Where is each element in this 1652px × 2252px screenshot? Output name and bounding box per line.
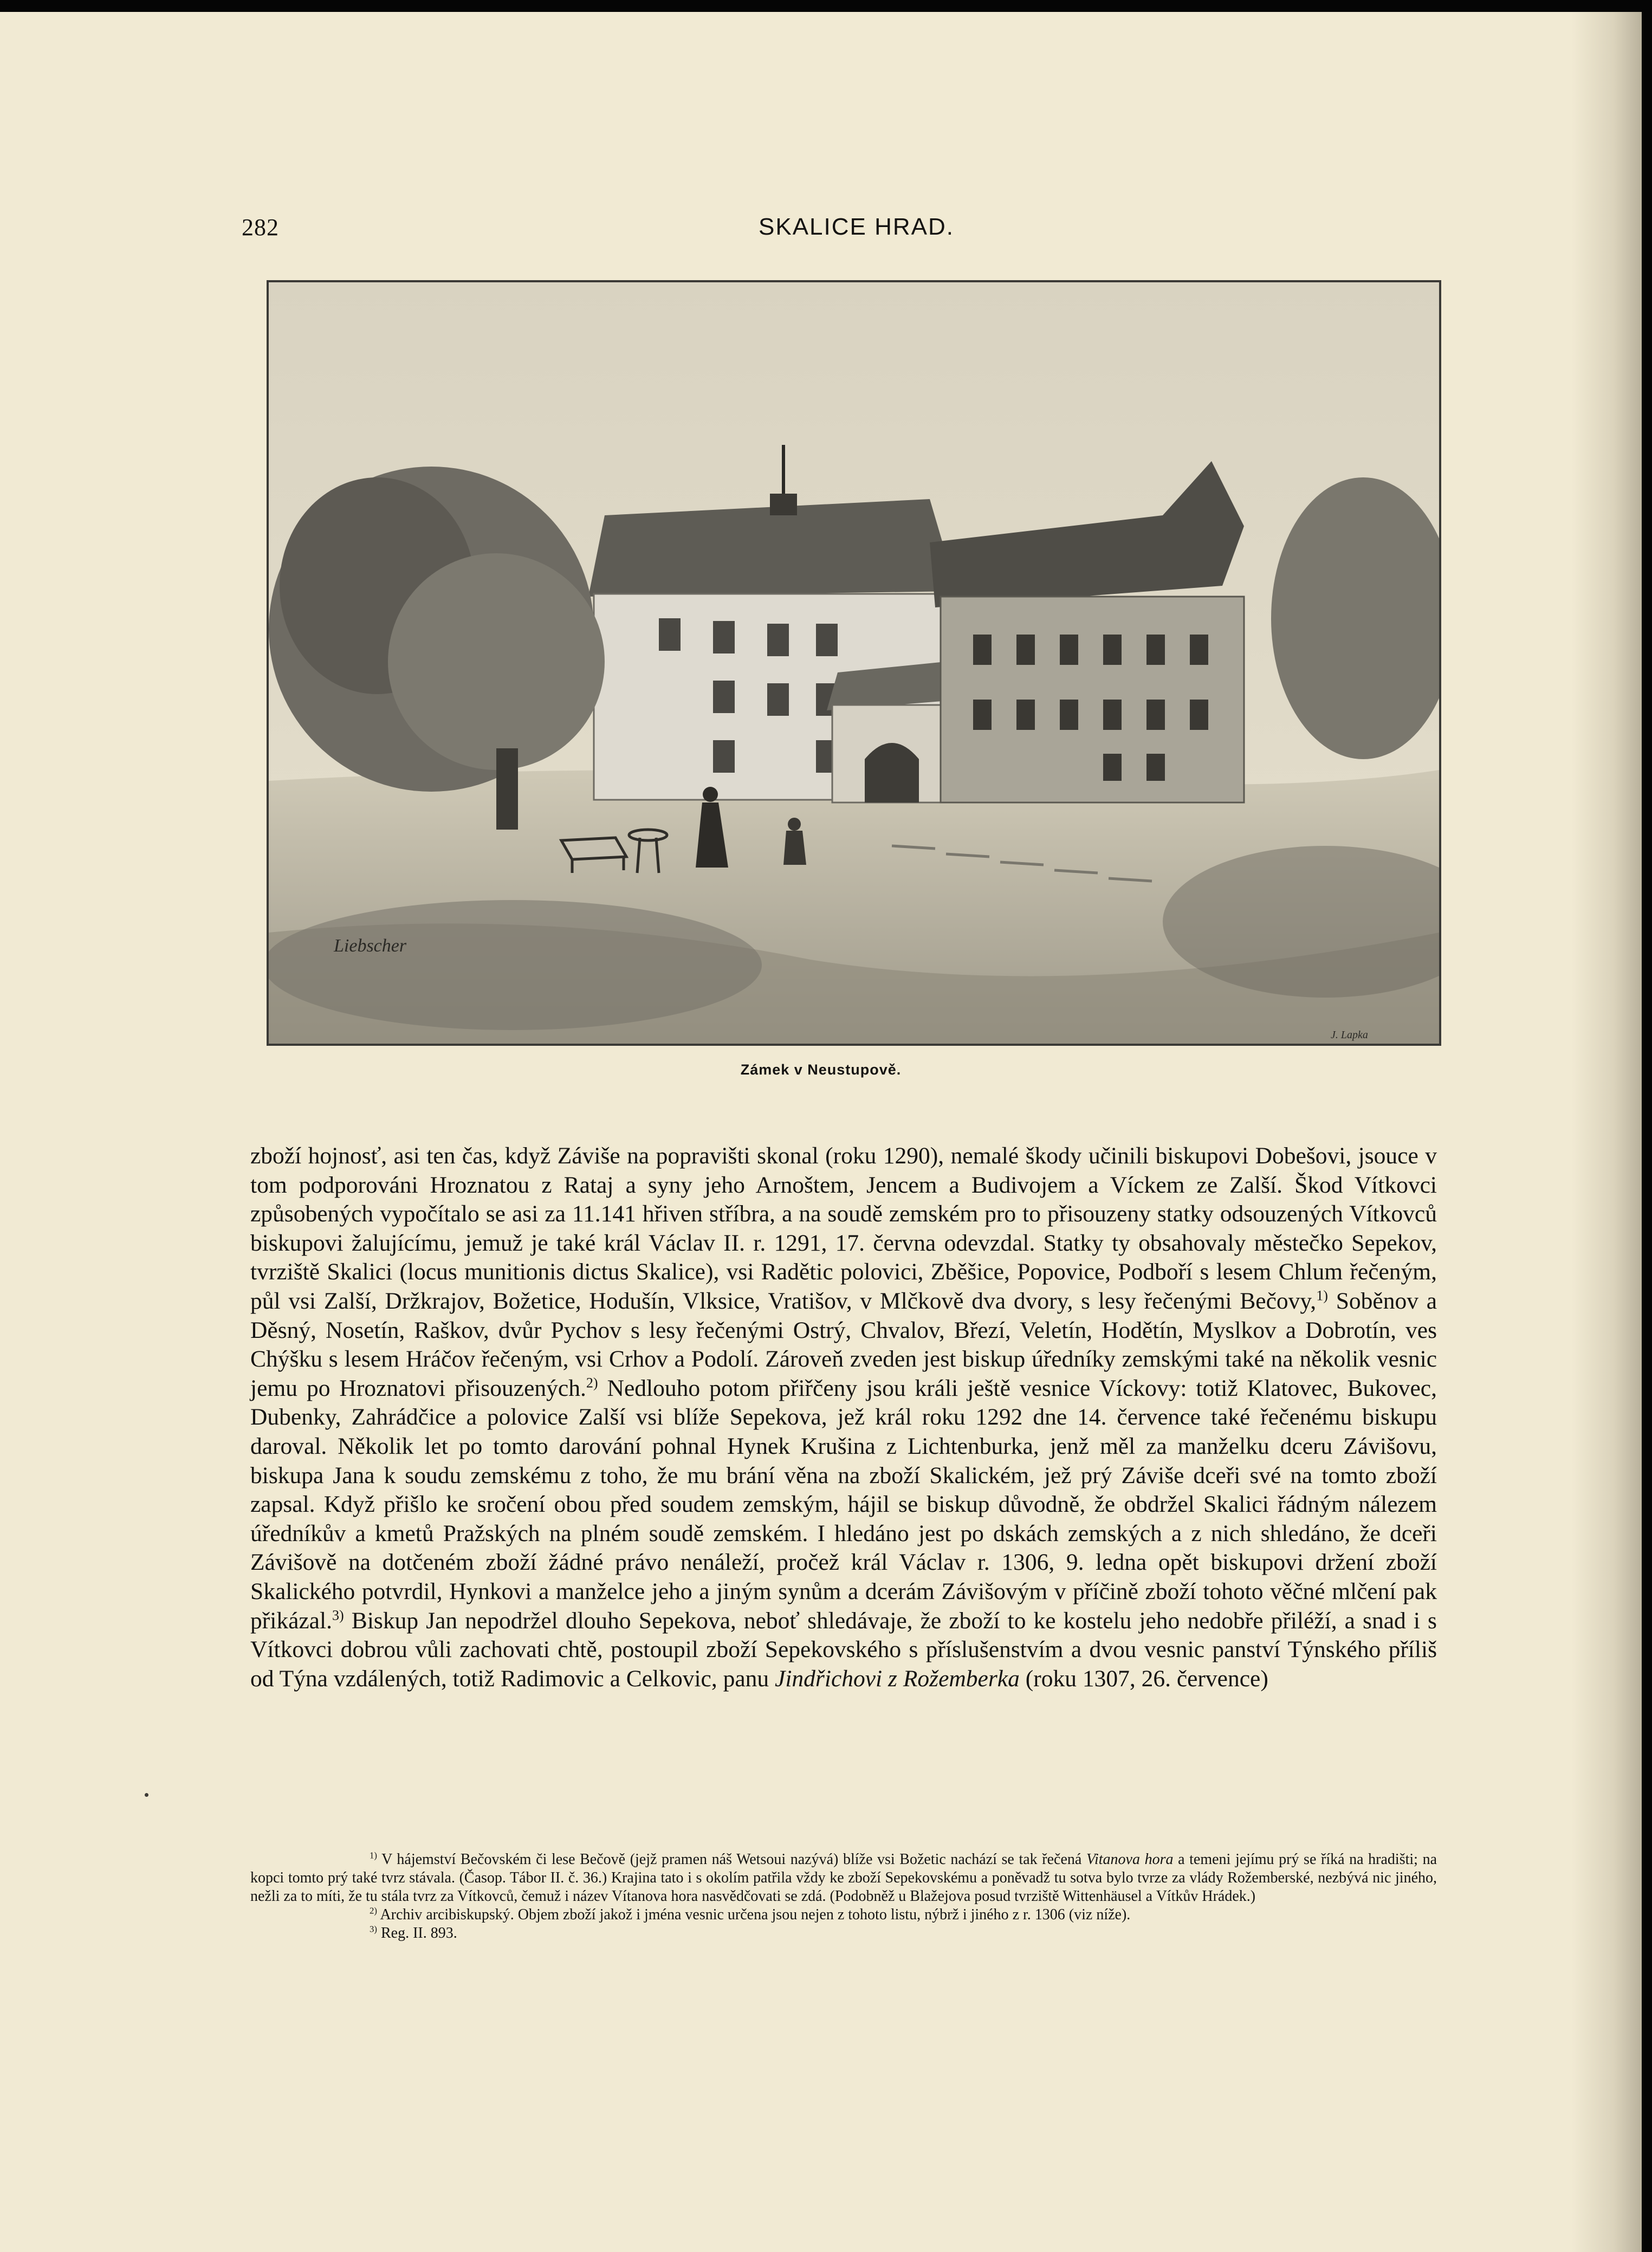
text-run-2: Soběnov a Děsný, Nosetín, Raškov, dvůr Pychov s lesy řečenými Ostrý, Chvalov, Březí, Veletín, Hodětín, Myslkov a Dobrotín, ves Chýšku s lesem Hráčov řečeným, vsi Crhov a Podolí. Zároveň zveden jest biskup úředníky zemskými také na několik vesnic jemu po Hroznatovi přisouzených. bbox=[250, 1287, 1437, 1401]
running-title: SKALICE HRAD. bbox=[759, 213, 954, 240]
footnote-2 bbox=[250, 1906, 1437, 1924]
gate-arch bbox=[865, 743, 919, 803]
book-page bbox=[0, 12, 1642, 2252]
tree-trunk bbox=[496, 748, 518, 830]
castle-illustration bbox=[267, 280, 1441, 1046]
text-run-4: Biskup Jan nepodržel dlouho Sepekova, neboť shledávaje, že zboží to ke kostelu jeho nedobře přiléží, a snad i s Vítkovci dobrou vůli zachovati chtě, postoupil zboží Sepekovského s příslušenstvím a dvou vesnic panství Týnského příliš od Týna vzdálených, totiž Radimovic a Celkovic, panu bbox=[250, 1607, 1437, 1692]
footnote-1-text-a: V hájemství Bečovském či lese Bečově (jejž pramen náš Wetsoui nazývá) blíže vsi Božetic nachází se tak řečená bbox=[377, 1851, 1086, 1868]
illustration-caption: Zámek v Neustupově. bbox=[740, 1062, 902, 1078]
footnote-1-italic: Vitanova hora bbox=[1086, 1851, 1174, 1868]
castle-engraving bbox=[269, 282, 1439, 1044]
margin-speck bbox=[145, 1793, 148, 1797]
footnote-3 bbox=[250, 1924, 1437, 1943]
footnote-mark-2: 2) bbox=[370, 1905, 377, 1916]
footnote-1 bbox=[250, 1850, 1437, 1906]
body-text bbox=[250, 1142, 1437, 1693]
footnote-2-text: Archiv arcibiskupský. Objem zboží jakož i jména vesnic určena jsou nejen z tohoto listu, nýbrž i jiného z r. 1306 (viz níže). bbox=[377, 1906, 1131, 1923]
text-run-1: zboží hojnosť, asi ten čas, když Záviše na popravišti skonal (roku 1290), nemalé škody učinili biskupovi Dobešovi, jsouce v tom podporováni Hroznatou z Rataj a syny jeho Arnoštem, Jencem a Budivojem a Víckem ze Zalší. Škod Vítkovci způsobených vypočítalo se asi za 11.141 hřiven stříbra, a na soudě zemském pro to přisouzeny statky odsouzených Vítkovců biskupovi žalujícímu, jemuž je také král Václav II. r. 1291, 17. června odevzdal. Statky ty obsahovaly městečko Sepekov, tvrziště Skalici (locus munitionis dictus Skalice), vsi Radětic polovici, Zběšice, Popovice, Podboří s lesem Chlum řečeným, půl vsi Zalší, Držkrajov, Božetice, Hodušín, Vlksice, Vratišov, v Mlčkově dva dvory, s lesy řečenými Bečovy, bbox=[250, 1143, 1437, 1314]
footnote-1-text-b: a temeni jejímu prý se říká na hradišti; na kopci tomto prý také tvrz stávala. (Časop. Tábor II. č. 36.) Krajina tato i s okolím patřila vždy ke zboží Sepekovskému a poněvadž tu sotva bylo tvrze za vlády Rožemberské, nezbývá nic jiného, nežli za to míti, že tu stála tvrz za Vítkovců, čemuž i název Vítanova hora nasvědčovati se zdá. (Podobněž u Blažejova posud tvrziště Wittenhäusel a Vítkův Hrádek.) bbox=[250, 1851, 1437, 1905]
footnote-ref-1[interactable]: 1) bbox=[1316, 1287, 1328, 1304]
footnote-ref-3[interactable]: 3) bbox=[332, 1607, 344, 1623]
text-run-3: Nedlouho potom přiřčeny jsou králi ještě vesnice Víckovy: totiž Klatovec, Bukovec, Dubenky, Zahrádčice a polovice Zalší vsi blíže Sepekova, jež král roku 1292 dne 14. července také řečenému biskupu daroval. Několik let po tomto darování pohnal Hynek Krušina z Lichtenburka, jenž měl za manželku dceru Závišovu, biskupa Jana k soudu zemskému z toho, že mu brání věna na zboží Skalickém, jež prý Záviše dceři své na tomto zboží zapsal. Když přišlo ke sročení obou před soudem zemským, hájil se biskup důvodně, že obdržel Skalici řádným nálezem úředníkův a kmetů Pražských na plném soudě zemském. I hledáno jest po dskách zemských a z nich shledáno, že dceři Závišově na dotčeném zboží žádné právo nenáleží, pročež král Václav r. 1306, 9. ledna opět biskupovi držení zboží Skalického potvrdil, Hynkovi a manželce jeho a jiným synům a dcerám Závišovým v příčině zboží tohoto věčné mlčení pak přikázal. bbox=[250, 1375, 1437, 1634]
footnote-mark-3: 3) bbox=[370, 1924, 377, 1934]
page-number: 282 bbox=[242, 214, 279, 241]
footnote-3-text: Reg. II. 893. bbox=[377, 1925, 457, 1942]
body-paragraph bbox=[250, 1142, 1437, 1693]
artist-signature: Liebscher bbox=[334, 936, 407, 956]
footnotes bbox=[250, 1850, 1437, 1943]
footnote-mark-1: 1) bbox=[370, 1850, 377, 1861]
italic-name: Jindřichovi z Rožemberka bbox=[775, 1665, 1020, 1692]
text-run-5: (roku 1307, 26. července) bbox=[1019, 1665, 1268, 1692]
engraver-mark: J. Lapka bbox=[1331, 1029, 1368, 1041]
page-gutter-shadow bbox=[1571, 12, 1642, 2252]
footnote-ref-2[interactable]: 2) bbox=[586, 1375, 598, 1391]
